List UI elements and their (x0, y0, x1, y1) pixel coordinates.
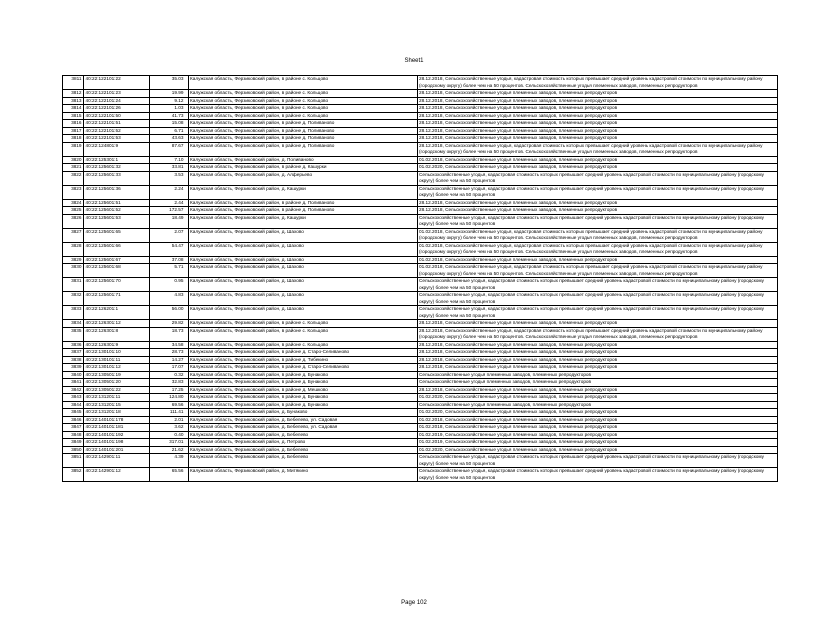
cadastral-number-cell: 40:22:130101:10 (84, 349, 150, 357)
cadastral-number-cell: 40:22:130501:19 (84, 371, 150, 379)
address-cell: Калужская область, Ферзиковский район, д. Бебелево (188, 446, 417, 454)
address-cell: Калужская область, Ферзиковский район, в районе с. Кольцово (188, 97, 417, 105)
description-cell: 28.12.2018, Сельскохозяйственные угодья племенных заводов, племенных репродукторов (417, 199, 777, 207)
address-cell: Калужская область, Ферзиковский район, д. Бебелево (188, 454, 417, 468)
description-cell: Сельскохозяйственные угодья, кадастровая стоимость которых превышает средний уровень кадастровой стоимости по муниципальному району (городскому округу) более чем на 50 процентов (417, 306, 777, 320)
row-number-cell: 3846 (63, 416, 84, 424)
table-row (63, 142, 778, 156)
description-cell: 01.02.2020, Сельскохозяйственные угодья племенных заводов, племенных репродукторов (417, 164, 777, 172)
table-row (63, 256, 778, 264)
table-row (63, 127, 778, 135)
table-row (63, 112, 778, 120)
area-cell: 69.56 (150, 401, 189, 409)
description-cell: Сельскохозяйственные угодья, кадастровая стоимость которых превышает средний уровень кадастровой стоимости по муниципальному району (городскому округу) более чем на 50 процентов (417, 214, 777, 228)
cadastral-number-cell: 40:22:122101:24 (84, 97, 150, 105)
address-cell: Калужская область, Ферзиковский район, в районе с. Кольцово (188, 90, 417, 98)
table-row (63, 416, 778, 424)
cadastral-number-cell: 40:22:125601:51 (84, 199, 150, 207)
row-number-cell: 3833 (63, 306, 84, 320)
description-cell: Сельскохозяйственные угодья племенных заводов, племенных репродукторов (417, 401, 777, 409)
area-cell: 32.83 (150, 379, 189, 387)
table-row (63, 306, 778, 320)
description-cell: 01.02.2018, Сельскохозяйственные угодья племенных заводов, племенных репродукторов (417, 156, 777, 164)
row-number-cell: 3843 (63, 394, 84, 402)
description-cell: 28.12.2018, Сельскохозяйственные угодья, кадастровая стоимость которых превышает средний уровень кадастровой стоимости по муниципальному району (городскому округу) более чем на 50 процентов. Сельскохозяйственные угодья племенных заводов, племенных репродукторов (417, 327, 777, 341)
row-number-cell: 3817 (63, 127, 84, 135)
area-cell: 87.67 (150, 142, 189, 156)
table-row (63, 228, 778, 242)
sheet-title: Sheet1 (404, 58, 424, 64)
table-row (63, 386, 778, 394)
area-cell: 17.25 (150, 386, 189, 394)
row-number-cell: 3844 (63, 401, 84, 409)
cadastral-number-cell: 40:22:125601:52 (84, 207, 150, 215)
address-cell: Калужская область, Ферзиковский район, д. Шахово (188, 228, 417, 242)
row-number-cell: 3828 (63, 242, 84, 256)
cadastral-number-cell: 40:22:142901:12 (84, 468, 150, 482)
row-number-cell: 3815 (63, 112, 84, 120)
row-number-cell: 3850 (63, 446, 84, 454)
address-cell: Калужская область, Ферзиковский район, в районе д. Поливаново (188, 135, 417, 143)
area-cell: 0.32 (150, 371, 189, 379)
table-row (63, 76, 778, 90)
description-cell: 01.02.2018, Сельскохозяйственные угодья племенных заводов, племенных репродукторов (417, 256, 777, 264)
description-cell: Сельскохозяйственные угодья, кадастровая стоимость которых превышает средний уровень кадастровой стоимости по муниципальному району (городскому округу) более чем на 50 процентов (417, 454, 777, 468)
row-number-cell: 3832 (63, 292, 84, 306)
description-cell: 28.12.2018, Сельскохозяйственные угодья племенных заводов, племенных репродукторов (417, 356, 777, 364)
address-cell: Калужская область, Ферзиковский район, в районе д. Мешково (188, 386, 417, 394)
area-cell: 19.99 (150, 90, 189, 98)
description-cell: 28.12.2018, Сельскохозяйственные угодья племенных заводов, племенных репродукторов (417, 105, 777, 113)
description-cell: 01.02.2018, Сельскохозяйственные угодья, кадастровая стоимость которых превышает средний уровень кадастровой стоимости по муниципальному району (городскому округу) более чем на 50 процентов. Сельскохозяйственные угодья племенных заводов, племенных репродукторов (417, 242, 777, 256)
address-cell: Калужская область, Ферзиковский район, д. Шахово (188, 278, 417, 292)
table-row (63, 356, 778, 364)
row-number-cell: 3827 (63, 228, 84, 242)
cadastral-number-cell: 40:22:122101:52 (84, 127, 150, 135)
land-plots-table (62, 75, 778, 482)
address-cell: Калужская область, Ферзиковский район, в районе с. Кольцово (188, 320, 417, 328)
row-number-cell: 3852 (63, 468, 84, 482)
description-cell: 01.02.2019, Сельскохозяйственные угодья племенных заводов, племенных репродукторов (417, 439, 777, 447)
area-cell: 317.01 (150, 439, 189, 447)
row-number-cell: 3830 (63, 264, 84, 278)
cadastral-number-cell: 40:22:122101:50 (84, 112, 150, 120)
row-number-cell: 3816 (63, 120, 84, 128)
address-cell: Калужская область, Ферзиковский район, д. Митякино (188, 468, 417, 482)
area-cell: 34.58 (150, 341, 189, 349)
description-cell: 01.02.2018, Сельскохозяйственные угодья, кадастровая стоимость которых превышает средний уровень кадастровой стоимости по муниципальному району (городскому округу) более чем на 50 процентов. Сельскохозяйственные угодья племенных заводов, племенных репродукторов (417, 228, 777, 242)
table-row (63, 135, 778, 143)
cadastral-number-cell: 40:22:125601:66 (84, 242, 150, 256)
row-number-cell: 3838 (63, 356, 84, 364)
cadastral-number-cell: 40:22:122101:23 (84, 90, 150, 98)
address-cell: Калужская область, Ферзиковский район, д. Алферьево (188, 171, 417, 185)
description-cell: 28.12.2018, Сельскохозяйственные угодья, кадастровая стоимость которых превышает средний уровень кадастровой стоимости по муниципальному району (городскому округу) более чем на 50 процентов. Сельскохозяйственные угодья племенных заводов, племенных репродукторов (417, 142, 777, 156)
area-cell: 15.08 (150, 120, 189, 128)
table-row (63, 292, 778, 306)
cadastral-number-cell: 40:22:122101:51 (84, 120, 150, 128)
area-cell: 9.12 (150, 97, 189, 105)
address-cell: Калужская область, Ферзиковский район, в районе д. Бунаково (188, 401, 417, 409)
table-row (63, 341, 778, 349)
row-number-cell: 3826 (63, 214, 84, 228)
cadastral-number-cell: 40:22:140101:178 (84, 416, 150, 424)
description-cell: 01.02.2018, Сельскохозяйственные угодья племенных заводов, племенных репродукторов (417, 416, 777, 424)
row-number-cell: 3835 (63, 327, 84, 341)
area-cell: 65.56 (150, 468, 189, 482)
area-cell: 4.83 (150, 292, 189, 306)
table-row (63, 105, 778, 113)
area-cell: 56.00 (150, 306, 189, 320)
cadastral-number-cell: 40:22:125601:32 (84, 164, 150, 172)
area-cell: 14.27 (150, 356, 189, 364)
row-number-cell: 3811 (63, 76, 84, 90)
table-row (63, 90, 778, 98)
row-number-cell: 3824 (63, 199, 84, 207)
table-row (63, 320, 778, 328)
address-cell: Калужская область, Ферзиковский район, в районе с. Кольцово (188, 105, 417, 113)
table-row (63, 207, 778, 215)
cadastral-number-cell: 40:22:125601:70 (84, 278, 150, 292)
description-cell: 01.02.2018, Сельскохозяйственные угодья племенных заводов, племенных репродукторов (417, 424, 777, 432)
cadastral-number-cell: 40:22:130101:11 (84, 356, 150, 364)
description-cell: Сельскохозяйственные угодья племенных заводов, племенных репродукторов (417, 379, 777, 387)
description-cell: Сельскохозяйственные угодья племенных заводов, племенных репродукторов (417, 371, 777, 379)
row-number-cell: 3813 (63, 97, 84, 105)
row-number-cell: 3825 (63, 207, 84, 215)
row-number-cell: 3829 (63, 256, 84, 264)
area-cell: 2.44 (150, 199, 189, 207)
description-cell: Сельскохозяйственные угодья, кадастровая стоимость которых превышает средний уровень кадастровой стоимости по муниципальному району (городскому округу) более чем на 50 процентов (417, 278, 777, 292)
row-number-cell: 3819 (63, 142, 84, 156)
cadastral-number-cell: 40:22:140101:198 (84, 439, 150, 447)
address-cell: Калужская область, Ферзиковский район, д. Шахово (188, 256, 417, 264)
address-cell: Калужская область, Ферзиковский район, д. Шахово (188, 292, 417, 306)
row-number-cell: 3836 (63, 341, 84, 349)
cadastral-number-cell: 40:22:122101:22 (84, 76, 150, 90)
area-cell: 29.82 (150, 320, 189, 328)
address-cell: Калужская область, Ферзиковский район, д. Кашурки (188, 214, 417, 228)
address-cell: Калужская область, Ферзиковский район, в районе д. Поливаново (188, 120, 417, 128)
table-row (63, 468, 778, 482)
description-cell: 01.02.2020, Сельскохозяйственные угодья племенных заводов, племенных репродукторов (417, 409, 777, 417)
table-row (63, 185, 778, 199)
cadastral-number-cell: 40:22:140101:201 (84, 446, 150, 454)
area-cell: 172.57 (150, 207, 189, 215)
address-cell: Калужская область, Ферзиковский район, в районе д. Бунаково (188, 379, 417, 387)
row-number-cell: 3821 (63, 164, 84, 172)
address-cell: Калужская область, Ферзиковский район, в районе д. Бунаково (188, 394, 417, 402)
address-cell: Калужская область, Ферзиковский район, в районе с. Кольцово (188, 327, 417, 341)
row-number-cell: 3834 (63, 320, 84, 328)
row-number-cell: 3842 (63, 386, 84, 394)
cadastral-number-cell: 40:22:126301:8 (84, 327, 150, 341)
area-cell: 3.53 (150, 171, 189, 185)
description-cell: 28.12.2018, Сельскохозяйственные угодья племенных заводов, племенных репродукторов (417, 320, 777, 328)
address-cell: Калужская область, Ферзиковский район, д. Поливаново (188, 156, 417, 164)
description-cell: 28.12.2018, Сельскохозяйственные угодья племенных заводов, племенных репродукторов (417, 112, 777, 120)
table-row (63, 454, 778, 468)
address-cell: Калужская область, Ферзиковский район, д. Бебелево (188, 431, 417, 439)
area-cell: 4.39 (150, 454, 189, 468)
cadastral-number-cell: 40:22:131201:11 (84, 394, 150, 402)
area-cell: 7.10 (150, 156, 189, 164)
area-cell: 41.73 (150, 112, 189, 120)
cadastral-number-cell: 40:22:122101:26 (84, 105, 150, 113)
description-cell: 01.02.2020, Сельскохозяйственные угодья племенных заводов, племенных репродукторов (417, 446, 777, 454)
cadastral-number-cell: 40:22:126201:1 (84, 306, 150, 320)
row-number-cell: 3840 (63, 371, 84, 379)
area-cell: 33.81 (150, 164, 189, 172)
row-number-cell: 3847 (63, 424, 84, 432)
address-cell: Калужская область, Ферзиковский район, д. Бебелево, ул. Садовая (188, 424, 417, 432)
cadastral-number-cell: 40:22:130501:22 (84, 386, 150, 394)
area-cell: 3.62 (150, 424, 189, 432)
cadastral-number-cell: 40:22:140101:181 (84, 424, 150, 432)
area-cell: 18.49 (150, 214, 189, 228)
row-number-cell: 3818 (63, 135, 84, 143)
address-cell: Калужская область, Ферзиковский район, в районе д. Кашурки (188, 164, 417, 172)
address-cell: Калужская область, Ферзиковский район, д. Кашурки (188, 185, 417, 199)
cadastral-number-cell: 40:22:130101:12 (84, 364, 150, 372)
address-cell: Калужская область, Ферзиковский район, в районе д. Поливаново (188, 207, 417, 215)
address-cell: Калужская область, Ферзиковский район, в районе д. Поливаново (188, 199, 417, 207)
address-cell: Калужская область, Ферзиковский район, д. Шахово (188, 264, 417, 278)
cadastral-number-cell: 40:22:125601:68 (84, 264, 150, 278)
cadastral-number-cell: 40:22:125601:53 (84, 214, 150, 228)
table-row (63, 431, 778, 439)
address-cell: Калужская область, Ферзиковский район, в районе д. Старо-Селиваново (188, 364, 417, 372)
cadastral-number-cell: 40:22:125301:1 (84, 156, 150, 164)
description-cell: 01.02.2020, Сельскохозяйственные угодья племенных заводов, племенных репродукторов (417, 394, 777, 402)
area-cell: 2.07 (150, 228, 189, 242)
area-cell: 21.62 (150, 446, 189, 454)
description-cell: 28.12.2018, Сельскохозяйственные угодья племенных заводов, племенных репродукторов (417, 386, 777, 394)
cadastral-number-cell: 40:22:131201:15 (84, 401, 150, 409)
address-cell: Калужская область, Ферзиковский район, в районе с. Кольцово (188, 112, 417, 120)
table-body (63, 76, 778, 482)
area-cell: 2.01 (150, 416, 189, 424)
description-cell: 28.12.2018, Сельскохозяйственные угодья племенных заводов, племенных репродукторов (417, 349, 777, 357)
row-number-cell: 3831 (63, 278, 84, 292)
cadastral-number-cell: 40:22:124801:9 (84, 142, 150, 156)
address-cell: Калужская область, Ферзиковский район, в районе с. Кольцово (188, 341, 417, 349)
table-row (63, 401, 778, 409)
cadastral-number-cell: 40:22:125601:33 (84, 171, 150, 185)
area-cell: 43.63 (150, 135, 189, 143)
area-cell: 6.71 (150, 127, 189, 135)
table-row (63, 424, 778, 432)
address-cell: Калужская область, Ферзиковский район, в районе д. Тибекино (188, 356, 417, 364)
row-number-cell: 3839 (63, 364, 84, 372)
area-cell: 111.41 (150, 409, 189, 417)
address-cell: Калужская область, Ферзиковский район, в районе с. Кольцово (188, 76, 417, 90)
row-number-cell: 3851 (63, 454, 84, 468)
row-number-cell: 3848 (63, 431, 84, 439)
cadastral-number-cell: 40:22:125601:36 (84, 185, 150, 199)
description-cell: 28.12.2018, Сельскохозяйственные угодья племенных заводов, племенных репродукторов (417, 97, 777, 105)
description-cell: 28.12.2018, Сельскохозяйственные угодья племенных заводов, племенных репродукторов (417, 135, 777, 143)
address-cell: Калужская область, Ферзиковский район, д. Бунаково (188, 409, 417, 417)
description-cell: 28.12.2018, Сельскохозяйственные угодья племенных заводов, племенных репродукторов (417, 90, 777, 98)
table-row (63, 278, 778, 292)
table-row (63, 379, 778, 387)
row-number-cell: 3812 (63, 90, 84, 98)
area-cell: 5.71 (150, 264, 189, 278)
table-row (63, 171, 778, 185)
address-cell: Калужская область, Ферзиковский район, в районе д. Старо-Селиваново (188, 349, 417, 357)
description-cell: 28.12.2018, Сельскохозяйственные угодья племенных заводов, племенных репродукторов (417, 127, 777, 135)
cadastral-number-cell: 40:22:130501:20 (84, 379, 150, 387)
cadastral-number-cell: 40:22:125601:71 (84, 292, 150, 306)
area-cell: 1.03 (150, 105, 189, 113)
table-row (63, 156, 778, 164)
area-cell: 0.95 (150, 278, 189, 292)
table-row (63, 242, 778, 256)
table-row (63, 364, 778, 372)
description-cell: 28.12.2018, Сельскохозяйственные угодья, кадастровая стоимость которых превышает средний уровень кадастровой стоимости по муниципальному району (городскому округу) более чем на 50 процентов. Сельскохозяйственные угодья племенных заводов, племенных репродукторов (417, 76, 777, 90)
table-row (63, 409, 778, 417)
table-row (63, 164, 778, 172)
table-row (63, 120, 778, 128)
cadastral-number-cell: 40:22:131201:18 (84, 409, 150, 417)
area-cell: 0.40 (150, 431, 189, 439)
area-cell: 2.24 (150, 185, 189, 199)
address-cell: Калужская область, Ферзиковский район, д. Бебелево, ул. Садовая (188, 416, 417, 424)
area-cell: 35.03 (150, 76, 189, 90)
table-row (63, 446, 778, 454)
cadastral-number-cell: 40:22:125601:65 (84, 228, 150, 242)
page-number: Page 102 (401, 600, 427, 606)
description-cell: Сельскохозяйственные угодья, кадастровая стоимость которых превышает средний уровень кадастровой стоимости по муниципальному району (городскому округу) более чем на 50 процентов (417, 468, 777, 482)
description-cell: 28.12.2018, Сельскохозяйственные угодья племенных заводов, племенных репродукторов (417, 364, 777, 372)
description-cell: 28.12.2018, Сельскохозяйственные угодья племенных заводов, племенных репродукторов (417, 120, 777, 128)
cadastral-number-cell: 40:22:122101:53 (84, 135, 150, 143)
address-cell: Калужская область, Ферзиковский район, в районе д. Поливаново (188, 142, 417, 156)
table-row (63, 264, 778, 278)
area-cell: 18.73 (150, 327, 189, 341)
description-cell: Сельскохозяйственные угодья, кадастровая стоимость которых превышает средний уровень кадастровой стоимости по муниципальному району (городскому округу) более чем на 50 процентов (417, 185, 777, 199)
row-number-cell: 3823 (63, 185, 84, 199)
cadastral-number-cell: 40:22:142901:11 (84, 454, 150, 468)
address-cell: Калужская область, Ферзиковский район, в районе д. Поливаново (188, 127, 417, 135)
row-number-cell: 3837 (63, 349, 84, 357)
row-number-cell: 3814 (63, 105, 84, 113)
row-number-cell: 3820 (63, 156, 84, 164)
address-cell: Калужская область, Ферзиковский район, д. Петрово (188, 439, 417, 447)
area-cell: 17.07 (150, 364, 189, 372)
row-number-cell: 3841 (63, 379, 84, 387)
description-cell: Сельскохозяйственные угодья, кадастровая стоимость которых превышает средний уровень кадастровой стоимости по муниципальному району (городскому округу) более чем на 50 процентов (417, 292, 777, 306)
row-number-cell: 3822 (63, 171, 84, 185)
description-cell: 28.12.2018, Сельскохозяйственные угодья племенных заводов, племенных репродукторов (417, 207, 777, 215)
table-row (63, 214, 778, 228)
cadastral-number-cell: 40:22:125601:67 (84, 256, 150, 264)
address-cell: Калужская область, Ферзиковский район, д. Шахово (188, 242, 417, 256)
table-row (63, 199, 778, 207)
table-row (63, 349, 778, 357)
cadastral-number-cell: 40:22:126301:9 (84, 341, 150, 349)
description-cell: Сельскохозяйственные угодья, кадастровая стоимость которых превышает средний уровень кадастровой стоимости по муниципальному району (городскому округу) более чем на 50 процентов (417, 171, 777, 185)
area-cell: 37.08 (150, 256, 189, 264)
row-number-cell: 3849 (63, 439, 84, 447)
description-cell: 01.02.2019, Сельскохозяйственные угодья племенных заводов, племенных репродукторов (417, 431, 777, 439)
cadastral-number-cell: 40:22:126301:12 (84, 320, 150, 328)
cadastral-number-cell: 40:22:140101:192 (84, 431, 150, 439)
row-number-cell: 3845 (63, 409, 84, 417)
table-row (63, 439, 778, 447)
table-row (63, 371, 778, 379)
address-cell: Калужская область, Ферзиковский район, д. Шахово (188, 306, 417, 320)
address-cell: Калужская область, Ферзиковский район, в районе д. Бунаково (188, 371, 417, 379)
table-row (63, 327, 778, 341)
area-cell: 28.73 (150, 349, 189, 357)
description-cell: 28.12.2018, Сельскохозяйственные угодья племенных заводов, племенных репродукторов (417, 341, 777, 349)
description-cell: 01.02.2018, Сельскохозяйственные угодья, кадастровая стоимость которых превышает средний уровень кадастровой стоимости по муниципальному району (городскому округу) более чем на 50 процентов. Сельскохозяйственные угодья племенных заводов, племенных репродукторов (417, 264, 777, 278)
table-row (63, 97, 778, 105)
area-cell: 124.80 (150, 394, 189, 402)
table-row (63, 394, 778, 402)
area-cell: 54.47 (150, 242, 189, 256)
